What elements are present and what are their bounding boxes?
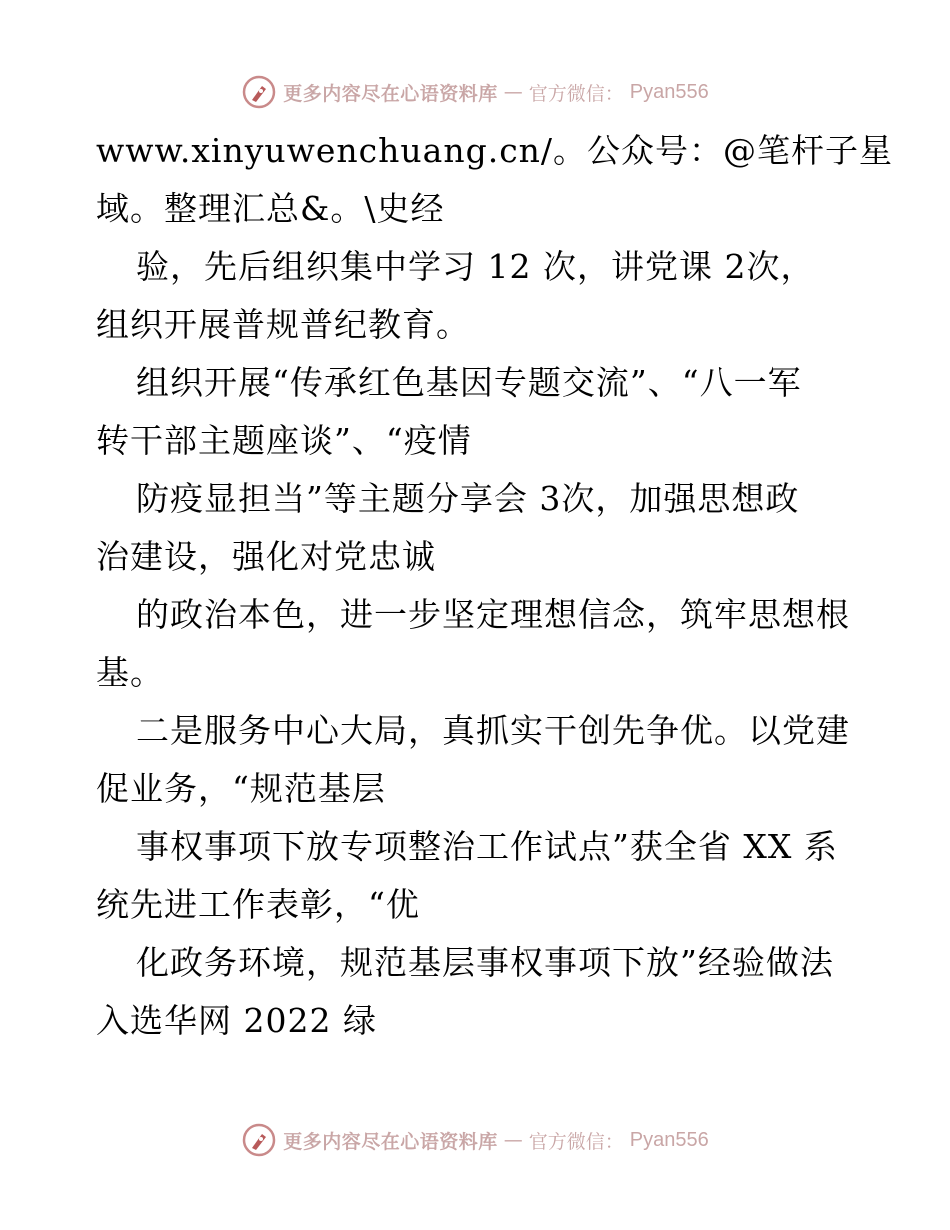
header-watermark — [0, 72, 950, 112]
watermark-wechat-label: 官方微信： — [528, 82, 624, 105]
body-line: 基。 — [96, 653, 164, 692]
pen-nib-logo-icon — [241, 74, 277, 110]
watermark-separator: — — [503, 1129, 523, 1151]
body-line: 防疫显担当”等主题分享会 3次，加强思想政 — [136, 479, 800, 518]
body-line: 促业务，“规范基层 — [96, 769, 386, 808]
document-body — [96, 122, 894, 1050]
body-line: www.xinyuwenchuang.cn/。公众号：@笔杆子星 — [96, 131, 894, 170]
body-line: 组织开展普规普纪教育。 — [96, 305, 470, 344]
body-line: 统先进工作表彰，“优 — [96, 885, 420, 924]
watermark-wechat-id: Pyan556 — [629, 1128, 709, 1151]
body-line: 域。整理汇总&。\史经 — [96, 189, 445, 228]
body-line: 的政治本色，进一步坚定理想信念，筑牢思想根 — [136, 595, 850, 634]
body-line: 入选华网 2022 绿 — [96, 1001, 377, 1040]
body-line: 转干部主题座谈”、“疫情 — [96, 421, 472, 460]
footer-watermark — [0, 1120, 950, 1160]
body-line: 二是服务中心大局，真抓实干创先争优。以党建 — [136, 711, 850, 750]
body-line: 验，先后组织集中学习 12 次，讲党课 2次， — [136, 247, 815, 286]
body-line: 组织开展“传承红色基因专题交流”、“八一军 — [136, 363, 802, 402]
watermark-wechat-id: Pyan556 — [629, 80, 709, 103]
body-line: 事权事项下放专项整治工作试点”获全省 XX 系 — [136, 827, 838, 866]
body-line: 治建设，强化对党忠诚 — [96, 537, 436, 576]
watermark-separator: — — [503, 81, 523, 103]
watermark-wechat-label: 官方微信： — [528, 1130, 624, 1153]
pen-nib-logo-icon — [241, 1122, 277, 1158]
watermark-brand: 更多内容尽在心语资料库 — [283, 1130, 498, 1153]
watermark-brand: 更多内容尽在心语资料库 — [283, 82, 498, 105]
body-line: 化政务环境，规范基层事权事项下放”经验做法 — [136, 943, 834, 982]
